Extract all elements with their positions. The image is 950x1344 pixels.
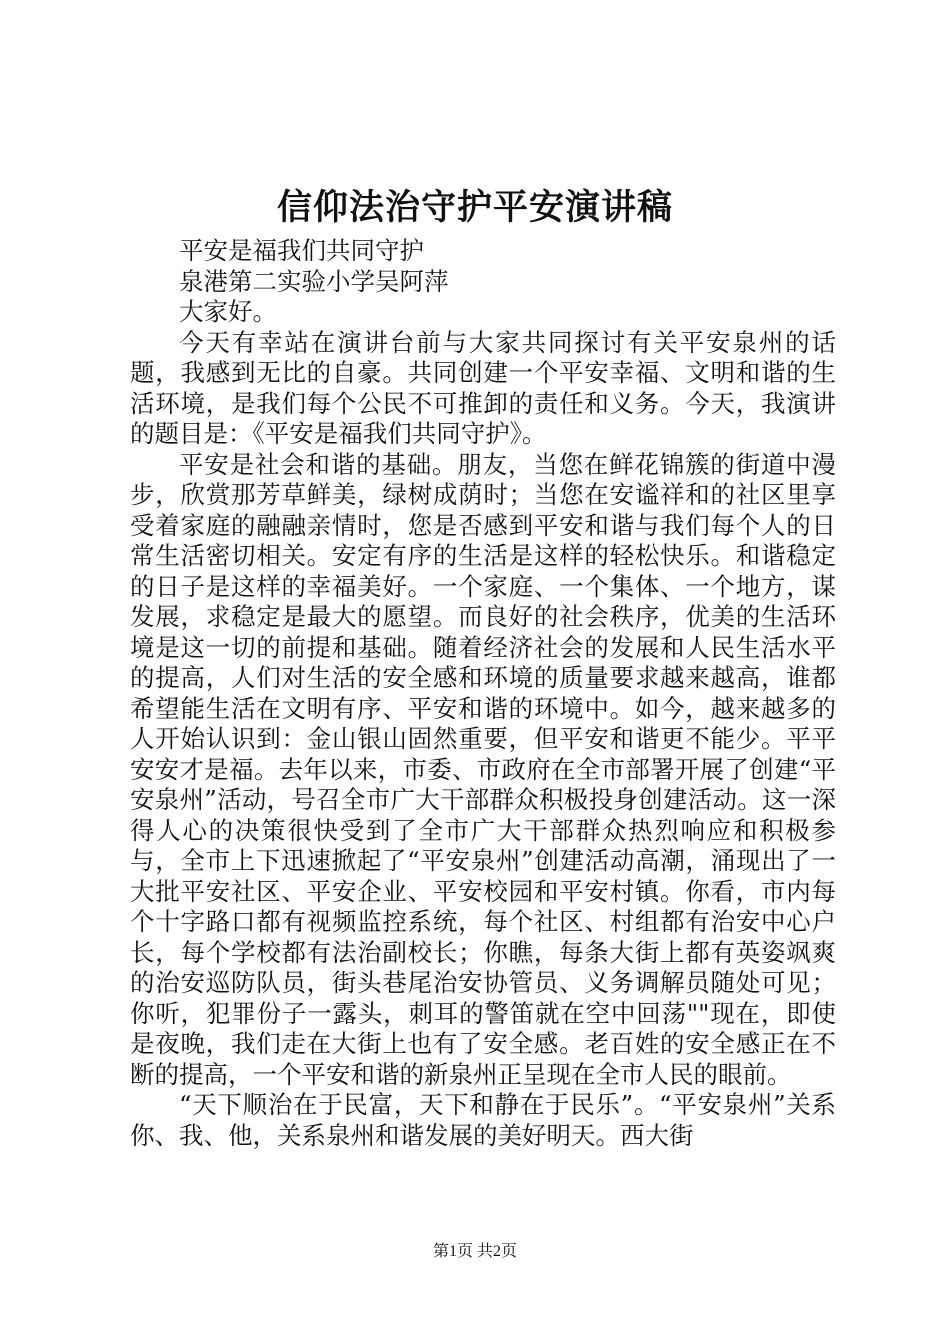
speech-subtitle: 平安是福我们共同守护 [179,236,424,265]
document-title: 信仰法治守护平安演讲稿 [276,187,673,228]
document-body [130,236,836,1151]
paragraph-intro: 今天有幸站在演讲台前与大家共同探讨有关平安泉州的话题，我感到无比的自豪。共同创建一个平安幸福、文明和谐的生活环境，是我们每个公民不可推卸的责任和义务。今天，我演讲的题目是：《平安是福我们共同守护》。 [130,327,836,448]
page-footer: 第1页 共2页 [432,1243,517,1260]
speaker-line: 泉港第二实验小学吴阿萍 [179,266,449,296]
paragraph-main: 平安是社会和谐的基础。朋友，当您在鲜花锦簇的街道中漫步，欣赏那芳草鲜美，绿树成荫时；当您在安谧祥和的社区里享受着家庭的融融亲情时，您是否感到平安和谐与我们每个人的日常生活密切相关。安定有序的生活是这样的轻松快乐。和谐稳定的日子是这样的幸福美好。一个家庭、一个集体、一个地方，谋发展，求稳定是最大的愿望。而良好的社会秩序，优美的生活环境是这一切的前提和基础。随着经济社会的发展和人民生活水平的提高，人们对生活的安全感和环境的质量要求越来越高，谁都希望能生活在文明有序、平安和谐的环境中。如今，越来越多的人开始认识到：金山银山固然重要，但平安和谐更不能少。平平安安才是福。去年以来，市委、市政府在全市部署开展了创建“平安泉州”活动，号召全市广大干部群众积极投身创建活动。这一深得人心的决策很快受到了全市广大干部群众热烈响应和积极参与，全市上下迅速掀起了“平安泉州”创建活动高潮，涌现出了一大批平安社区、平安企业、平安校园和平安村镇。你看，市内每个十字路口都有视频监控系统，每个社区、村组都有治安中心户长，每个学校都有法治副校长；你瞧，每条大街上都有英姿飒爽的治安巡防队员，街头巷尾治安协管员、义务调解员随处可见；你听，犯罪份子一露头，刺耳的警笛就在空中回荡""现在，即使是夜晚，我们走在大街上也有了安全感。老百姓的安全感正在不断的提高，一个平安和谐的新泉州正呈现在全市人民的眼前。 [130,449,836,1089]
greeting: 大家好。 [179,297,277,326]
paragraph-closing: “天下顺治在于民富，天下和静在于民乐”。“平安泉州”关系你、我、他，关系泉州和谐发展的美好明天。西大街 [130,1090,836,1150]
